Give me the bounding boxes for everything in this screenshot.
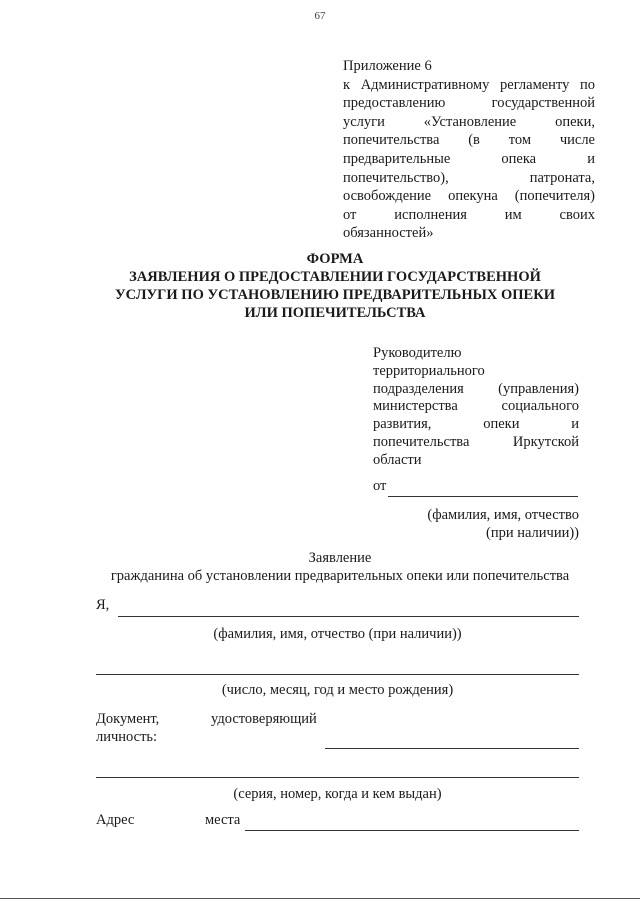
addressee-line: области — [373, 451, 422, 468]
id-document-label: Документ, — [96, 711, 160, 727]
id-document-field[interactable] — [325, 748, 579, 749]
form-title-line: ИЛИ ПОПЕЧИТЕЛЬСТВА — [244, 305, 426, 321]
addressee-block — [373, 345, 579, 470]
statement-subtitle: гражданина об установлении предварительных опеки или попечительства — [110, 568, 570, 584]
addressee-line: Руководителю — [373, 345, 462, 361]
form-title — [80, 250, 590, 322]
applicant-name-hint-line: (фамилия, имя, отчество — [427, 507, 579, 523]
addressee-line: подразделения (управления) — [373, 380, 579, 397]
addressee-line: развития, опеки и — [373, 416, 579, 433]
address-label: Адрес — [96, 812, 135, 828]
appendix-line: услуги «Установление опеки, — [343, 113, 595, 130]
addressee-line: территориального — [373, 362, 485, 379]
id-document-label: удостоверяющий — [211, 711, 317, 727]
applicant-name-hint-line: (при наличии)) — [485, 525, 579, 541]
address-field[interactable] — [245, 830, 579, 831]
statement-title: Заявление — [308, 550, 372, 566]
applicant-name-field[interactable] — [388, 496, 578, 497]
appendix-note — [343, 57, 595, 243]
full-name-field[interactable] — [118, 616, 579, 617]
form-title-line: УСЛУГИ ПО УСТАНОВЛЕНИЮ ПРЕДВАРИТЕЛЬНЫХ ОПЕКИ — [114, 287, 556, 303]
ya-label: Я, — [96, 597, 110, 613]
appendix-line: обязанностей» — [343, 225, 434, 242]
birth-field[interactable] — [96, 674, 579, 675]
page-number: 67 — [314, 10, 326, 22]
appendix-line: предварительные опека и — [343, 150, 595, 167]
appendix-line: к Административному регламенту по — [343, 76, 595, 93]
appendix-line: предоставлению государственной — [343, 95, 595, 112]
page-bottom-rule — [0, 898, 640, 899]
form-title-line: ЗАЯВЛЕНИЯ О ПРЕДОСТАВЛЕНИИ ГОСУДАРСТВЕННОЙ — [129, 269, 541, 285]
applicant-name-hint — [373, 506, 579, 542]
appendix-line: освобождение опекуна (попечителя) — [343, 188, 595, 205]
birth-caption: (число, месяц, год и место рождения) — [221, 682, 454, 698]
appendix-line: Приложение 6 — [343, 58, 432, 74]
appendix-line: попечительства (в том числе — [343, 132, 595, 149]
id-document-label: личность: — [96, 729, 158, 745]
full-name-caption: (фамилия, имя, отчество (при наличии)) — [213, 626, 462, 642]
id-document-caption: (серия, номер, когда и кем выдан) — [233, 786, 442, 802]
addressee-line: попечительства Иркутской — [373, 433, 579, 450]
appendix-line: от исполнения им своих — [343, 206, 595, 223]
form-title-line: ФОРМА — [306, 251, 364, 267]
from-label: от — [373, 478, 387, 494]
appendix-line: попечительство), патроната, — [343, 169, 595, 186]
addressee-line: министерства социального — [373, 398, 579, 415]
id-document-details-field[interactable] — [96, 777, 579, 778]
address-label: места — [205, 812, 241, 828]
